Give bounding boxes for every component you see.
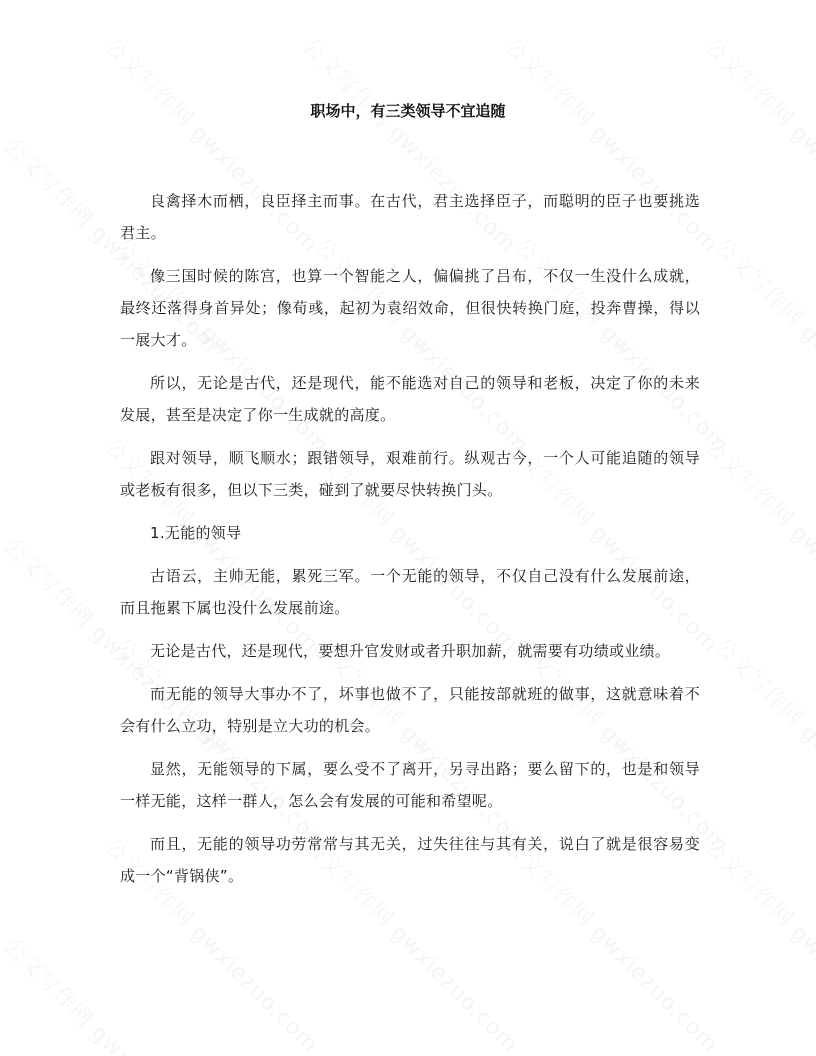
paragraph: 古语云，主帅无能，累死三军。一个无能的领导，不仅自己没有什么发展前途，而且拖累下属也没什么发展前途。 xyxy=(120,567,700,617)
paragraph: 良禽择木而栖，良臣择主而事。在古代，君主选择臣子，而聪明的臣子也要挑选君主。 xyxy=(120,192,700,242)
watermark xyxy=(708,630,816,859)
document-body xyxy=(120,185,700,903)
section-heading: 1.无能的领导 xyxy=(150,524,242,542)
paragraph: 跟对领导，顺飞顺水；跟错领导，艰难前行。纵观古今，一个人可能追随的领导或老板有很多，但以下三类，碰到了就要尽快转换门头。 xyxy=(120,449,700,499)
paragraph: 而无能的领导大事办不了，坏事也做不了，只能按部就班的做事，这就意味着不会有什么立功，特别是立大功的机会。 xyxy=(120,685,700,735)
document-title: 职场中，有三类领导不宜追随 xyxy=(310,102,506,120)
watermark xyxy=(0,930,227,1056)
watermark xyxy=(698,30,816,259)
paragraph: 所以，无论是古代，还是现代，能不能选对自己的领导和老板，决定了你的未来发展，甚至是决定了你一生成就的高度。 xyxy=(120,374,700,424)
paragraph: 显然，无能领导的下属，要么受不了离开，另寻出路；要么留下的，也是和领导一样无能，这样一群人，怎么会有发展的可能和希望呢。 xyxy=(120,760,700,810)
paragraph: 无论是古代，还是现代，要想升官发财或者升职加薪，就需要有功绩或业绩。 xyxy=(150,642,671,660)
paragraph: 而且，无能的领导功劳常常与其无关，过失往往与其有关，说白了就是很容易变成一个“背锅侠”。 xyxy=(120,835,700,885)
watermark xyxy=(708,230,816,459)
paragraph: 像三国时候的陈宫，也算一个智能之人，偏偏挑了吕布，不仅一生没什么成就，最终还落得身首异处；像荀彧，起初为袁绍效命，但很快转换门庭，投奔曹操，得以一展大才。 xyxy=(120,267,700,349)
watermark xyxy=(698,430,816,659)
watermark xyxy=(698,830,816,1056)
